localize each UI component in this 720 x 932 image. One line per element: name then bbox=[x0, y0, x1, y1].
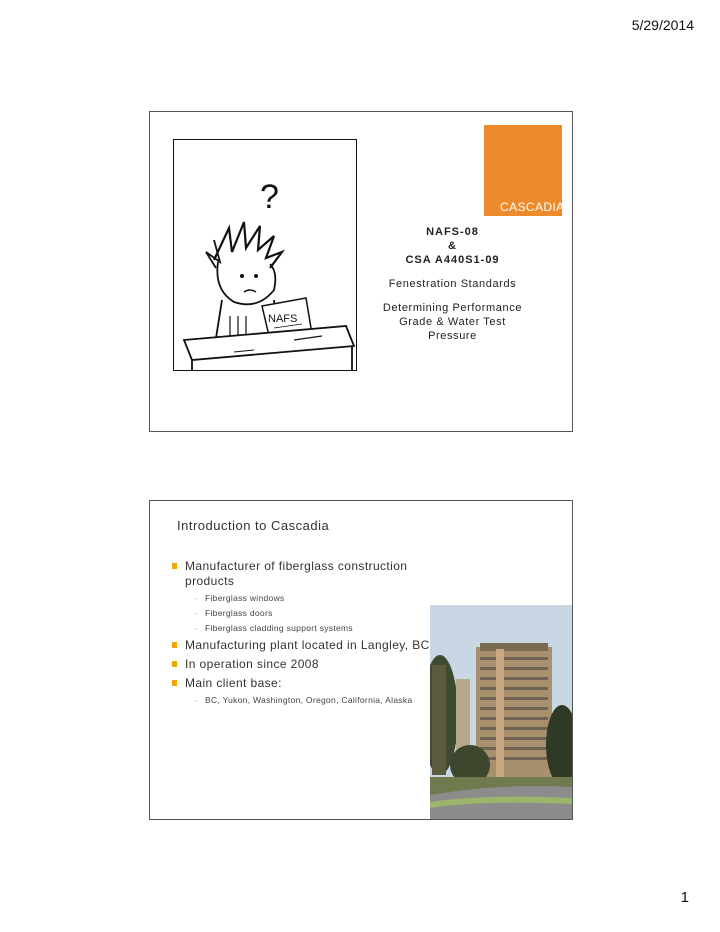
slide-2 bbox=[149, 500, 573, 820]
slide1-title-block bbox=[365, 225, 540, 343]
bullet-item bbox=[167, 676, 437, 691]
bullet-text: In operation since 2008 bbox=[185, 657, 319, 671]
sub-bullet-text: Fiberglass cladding support systems bbox=[205, 623, 353, 633]
question-mark: ? bbox=[260, 178, 279, 216]
slide2-title: Introduction to Cascadia bbox=[177, 518, 330, 533]
building-photo bbox=[430, 605, 572, 819]
subtitle: Fenestration Standards bbox=[388, 278, 517, 290]
title-line-2: & bbox=[448, 240, 457, 252]
sub-bullet-text: BC, Yukon, Washington, Oregon, California, Alaska bbox=[205, 695, 413, 705]
title-line-3: CSA A440S1-09 bbox=[405, 254, 500, 266]
sub-bullet-item: - Fiberglass cladding support systems bbox=[195, 623, 353, 633]
logo-name: CASCADIA bbox=[500, 200, 565, 214]
slide-1 bbox=[149, 111, 573, 432]
cartoon-illustration bbox=[173, 139, 357, 371]
page-number: 1 bbox=[680, 889, 689, 906]
bullet-marker bbox=[172, 680, 177, 686]
bullet-item bbox=[167, 559, 437, 589]
bullet-text: Main client base: bbox=[185, 676, 282, 690]
cascadia-logo bbox=[484, 125, 565, 222]
sub-bullet-item: - Fiberglass windows bbox=[195, 593, 285, 603]
desc-line-2: Grade & Water Test bbox=[399, 316, 506, 328]
logo-tagline: WINDOWS & DOORS bbox=[500, 216, 555, 222]
bullet-item bbox=[167, 638, 437, 653]
sub-bullet-item: - Fiberglass doors bbox=[195, 608, 273, 618]
page-date: 5/29/2014 bbox=[631, 17, 694, 33]
desc-line-3: Pressure bbox=[428, 330, 477, 342]
bullet-text: Manufacturing plant located in Langley, BC bbox=[185, 638, 430, 652]
paper-label: NAFS bbox=[268, 313, 298, 325]
bullet-marker bbox=[172, 642, 177, 648]
bullet-item bbox=[167, 657, 437, 672]
bullet-list bbox=[167, 559, 437, 710]
title-line-1: NAFS-08 bbox=[426, 226, 479, 238]
sub-bullet-item: - BC, Yukon, Washington, Oregon, California, Alaska bbox=[195, 695, 413, 705]
bullet-marker bbox=[172, 661, 177, 667]
bullet-marker bbox=[172, 563, 177, 569]
sub-bullet-text: Fiberglass windows bbox=[205, 593, 285, 603]
bullet-text: Manufacturer of fiberglass construction products bbox=[185, 559, 408, 588]
sub-bullet-text: Fiberglass doors bbox=[205, 608, 273, 618]
desc-line-1: Determining Performance bbox=[382, 302, 523, 314]
